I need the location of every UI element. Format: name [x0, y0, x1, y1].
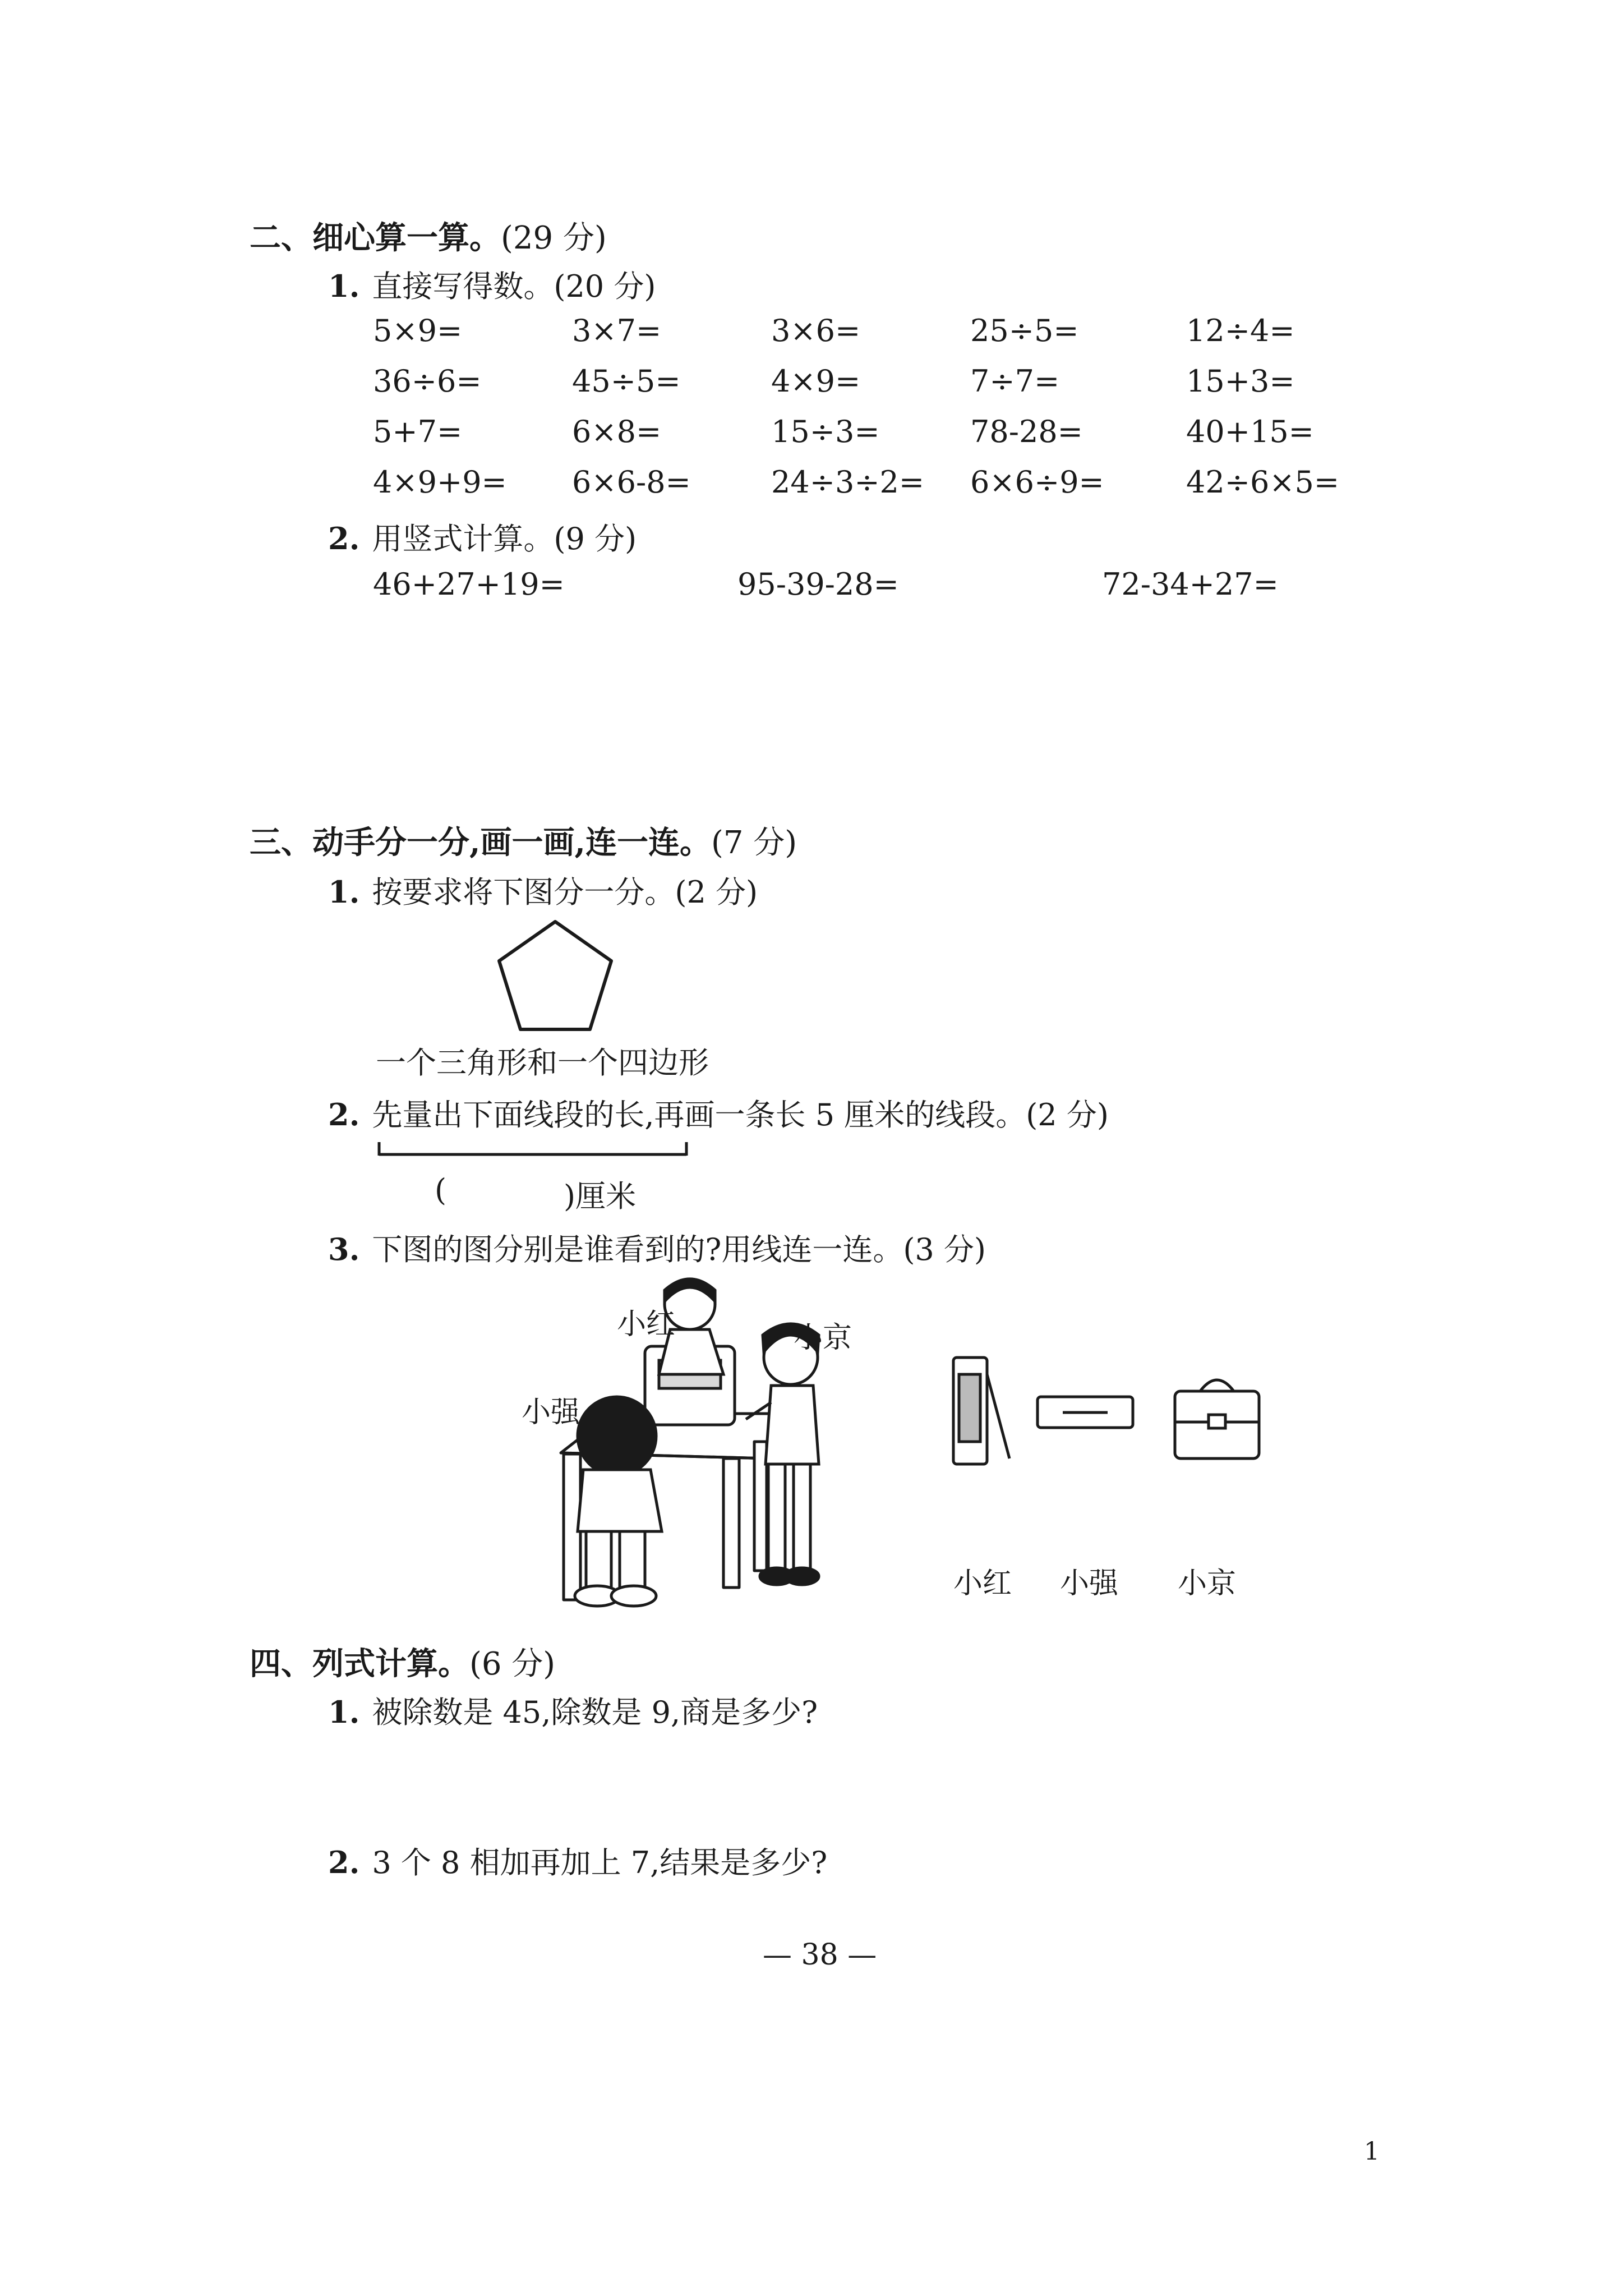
- oral-calc-item: 40+15=: [1186, 414, 1314, 449]
- oral-calc-item: 12÷4=: [1186, 313, 1295, 348]
- s2-q1-text: 直接写得数。: [372, 269, 554, 304]
- oral-calc-item: 4×9+9=: [373, 464, 507, 500]
- s2-q2-prompt: [328, 515, 637, 558]
- vertical-calc-item: 46+27+19=: [373, 567, 565, 602]
- s4-q2-text: 3 个 8 相加再加上 7,结果是多少?: [372, 1845, 828, 1880]
- section2-points: (29 分): [501, 220, 607, 256]
- oral-calc-item: 15÷3=: [771, 414, 880, 449]
- page-number: — 38 —: [763, 1938, 877, 1972]
- s3-q3-prompt: [328, 1226, 986, 1269]
- corner-page-number: 1: [1364, 2137, 1380, 2166]
- view-label: 小强: [1060, 1567, 1119, 1600]
- s3-q1-prompt: [328, 868, 758, 912]
- s2-q1-points: (20 分): [554, 269, 656, 304]
- s3-q1-points: (2 分): [675, 875, 758, 910]
- oral-calc-item: 6×6÷9=: [970, 464, 1104, 500]
- oral-calc-item: 15+3=: [1186, 364, 1295, 399]
- section2-title: 二、细心算一算。: [250, 219, 501, 256]
- s3-q2-points: (2 分): [1026, 1097, 1109, 1133]
- pentagon-figure: [494, 917, 617, 1038]
- section3-points: (7 分): [711, 825, 797, 861]
- oral-calc-item: 78-28=: [970, 414, 1083, 449]
- section3-heading: [250, 818, 797, 863]
- s3-q2-text: 先量出下面线段的长,再画一条长 5 厘米的线段。: [372, 1097, 1026, 1133]
- oral-calc-item: 36÷6=: [373, 364, 482, 399]
- oral-calc-item: 6×8=: [572, 414, 662, 449]
- scene-label-xiaohong: 小红: [617, 1308, 676, 1341]
- s4-q1-number: 1.: [328, 1694, 360, 1730]
- bag-front-view: [1169, 1369, 1265, 1464]
- s3-q1-number: 1.: [328, 874, 360, 910]
- s2-q1-number: 1.: [328, 268, 360, 304]
- scene-label-xiaojing: 小京: [794, 1321, 852, 1355]
- section4-points: (6 分): [469, 1646, 556, 1682]
- view-label: 小京: [1178, 1567, 1237, 1600]
- child-xiaoqiang: [575, 1397, 662, 1606]
- section2-heading: [250, 213, 607, 258]
- oral-calc-item: 6×6-8=: [572, 464, 691, 500]
- vertical-calc-item: 72-34+27=: [1102, 567, 1279, 602]
- oral-calc-item: 3×6=: [771, 313, 861, 348]
- line-segment: [376, 1139, 690, 1161]
- oral-calc-item: 45÷5=: [572, 364, 681, 399]
- bag-side-view: [948, 1352, 1015, 1470]
- s3-q2-answer-blank[interactable]: [454, 1172, 561, 1208]
- oral-calc-item: 5×9=: [373, 313, 463, 348]
- oral-calc-item: 25÷5=: [970, 313, 1079, 348]
- s3-q1-text: 按要求将下图分一分。: [372, 875, 675, 910]
- oral-calc-item: 4×9=: [771, 364, 861, 399]
- oral-calc-item: 5+7=: [373, 414, 463, 449]
- s2-q1-prompt: [328, 263, 656, 306]
- s3-q3-text: 下图的图分别是谁看到的?用线连一连。: [372, 1232, 903, 1267]
- s3-q3-number: 3.: [328, 1231, 360, 1267]
- oral-calc-item: 42÷6×5=: [1186, 464, 1340, 500]
- scene-label-xiaoqiang: 小强: [522, 1396, 580, 1429]
- section4-title: 四、列式计算。: [250, 1645, 469, 1682]
- vertical-calc-item: 95-39-28=: [737, 567, 899, 602]
- s3-q2-answer-unit: )厘米: [564, 1179, 637, 1214]
- s4-q1-text: 被除数是 45,除数是 9,商是多少?: [372, 1695, 818, 1730]
- s2-q2-text: 用竖式计算。: [372, 521, 554, 556]
- s4-q1-prompt: [328, 1688, 818, 1732]
- s2-q2-points: (9 分): [554, 521, 637, 556]
- view-label: 小红: [953, 1567, 1012, 1600]
- s3-q2-prompt: [328, 1091, 1109, 1134]
- oral-calc-item: 7÷7=: [970, 364, 1060, 399]
- s3-q3-points: (3 分): [903, 1232, 986, 1267]
- s3-q1-caption: 一个三角形和一个四边形: [376, 1045, 709, 1080]
- section4-heading: [250, 1639, 555, 1684]
- section3-title: 三、动手分一分,画一画,连一连。: [250, 824, 711, 861]
- bag-top-view: [1035, 1391, 1136, 1436]
- s3-q2-number: 2.: [328, 1097, 360, 1133]
- oral-calc-item: 3×7=: [572, 313, 662, 348]
- s4-q2-number: 2.: [328, 1844, 360, 1880]
- s4-q2-prompt: [328, 1839, 827, 1882]
- s2-q2-number: 2.: [328, 521, 360, 556]
- oral-calc-item: 24÷3÷2=: [771, 464, 925, 500]
- s3-q2-answer-open: (: [435, 1172, 447, 1208]
